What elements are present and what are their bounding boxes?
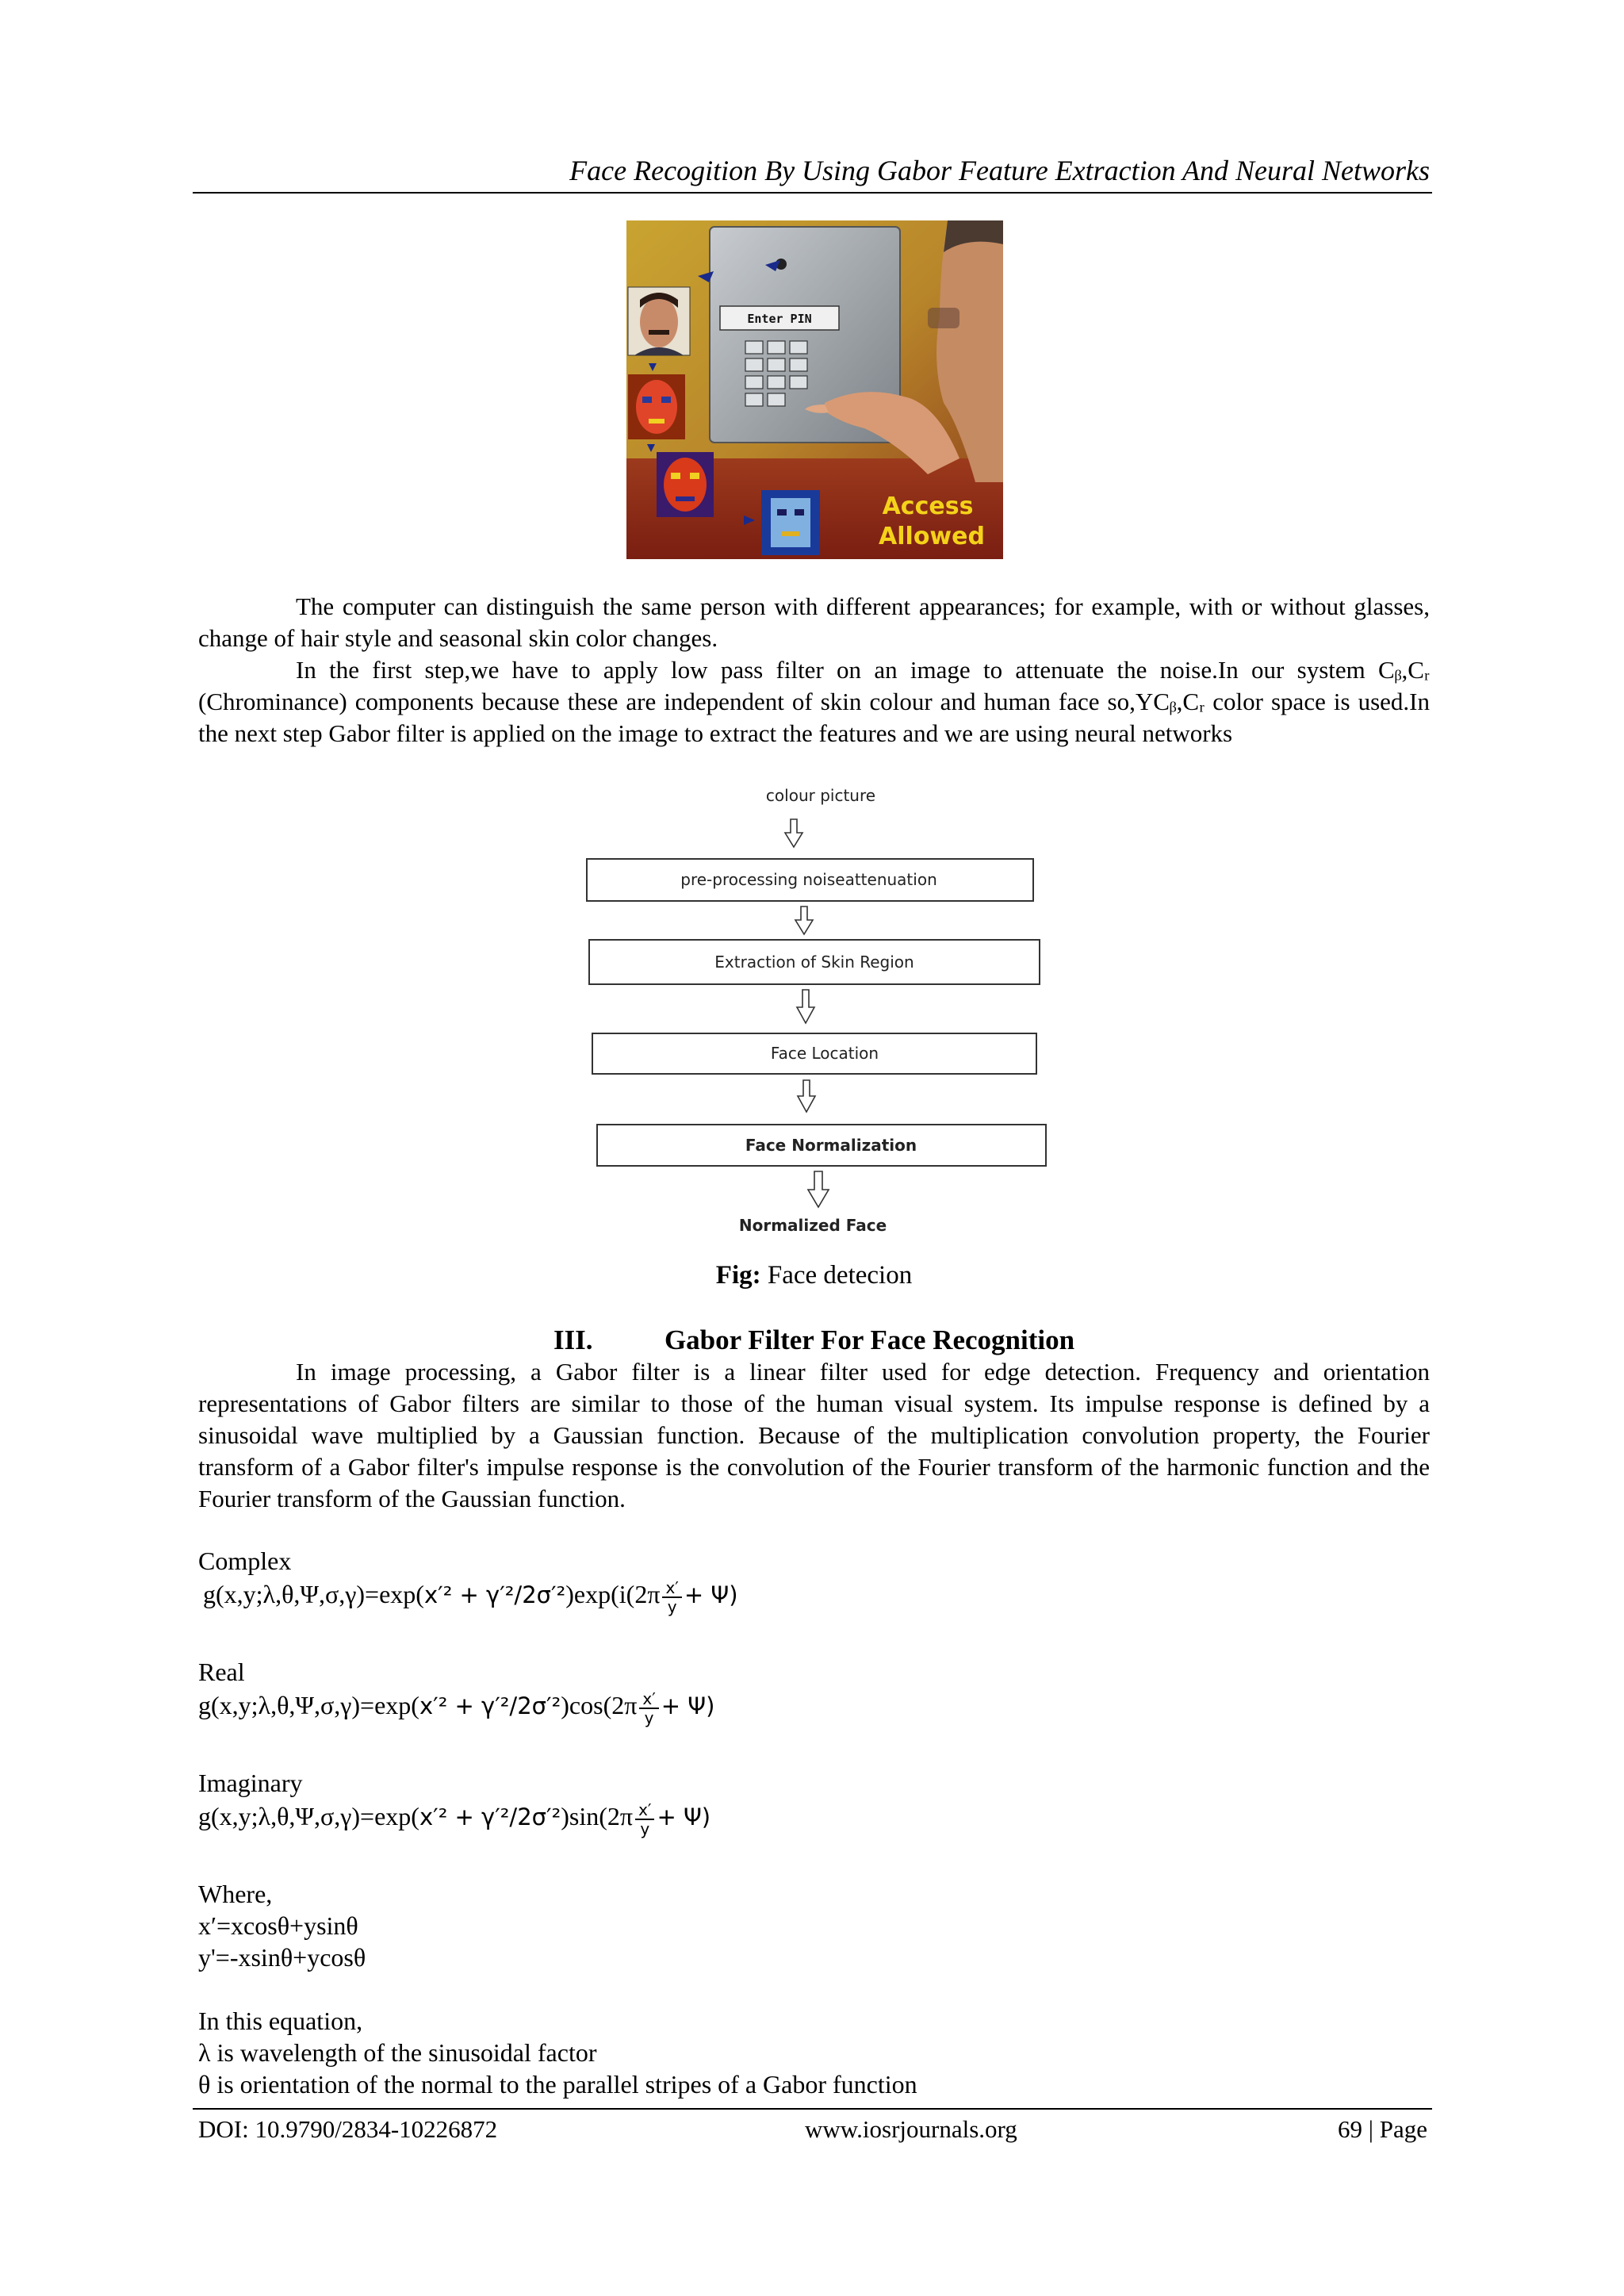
eq-real-mid: )cos(2π: [561, 1691, 638, 1719]
flow-arrow-2: [795, 907, 813, 934]
label-in-this-equation: In this equation,: [198, 2007, 363, 2035]
label-real: Real: [198, 1658, 245, 1686]
section-title: Gabor Filter For Face Recognition: [664, 1324, 1075, 1355]
footer-page-number: 69 | Page: [1338, 2115, 1427, 2143]
enter-pin-label: Enter PIN: [747, 312, 812, 326]
definition-x-prime: x′=xcosθ+ysinθ: [198, 1911, 358, 1940]
allowed-text: Allowed: [879, 523, 985, 550]
eq-imag-mid: )sin(2π: [561, 1802, 634, 1830]
paragraph-gabor: In image processing, a Gabor filter is a linear filter used for edge detection. Frequency and orientation representations of Gabor filters are similar to those of the human visual system. Its impulse response is defined by a sinusoidal wave multiplied by a Gaussian function. Because of the multiplication convolution property, the Fourier transform of a Gabor filter's impulse response is the convolution of the Fourier transform of the harmonic function and the Fourier transform of the Gaussian function.: [198, 1358, 1430, 1512]
reference-portrait: [628, 287, 690, 355]
figure-caption: [198, 1259, 1430, 1291]
access-text: Access: [882, 493, 974, 520]
flow-step-face-normalization: Face Normalization: [745, 1136, 917, 1155]
access-control-photo: [626, 220, 1003, 559]
definition-lambda: λ is wavelength of the sinusoidal factor: [198, 2038, 597, 2067]
paragraph-intro: The computer can distinguish the same person with different appearances; for example, with or without glasses, change of hair style and seasonal skin color changes.: [198, 592, 1430, 652]
footer-rule: [193, 2108, 1432, 2110]
eq-complex-tail: + Ψ): [684, 1581, 738, 1608]
equation-real: [198, 1689, 1430, 1727]
caption-text: Face detecion: [767, 1261, 913, 1290]
processed-face-2: [657, 452, 714, 517]
footer-website: www.iosrjournals.org: [805, 2115, 1017, 2143]
eq-real-fraction: [639, 1690, 658, 1727]
flow-step-colour-picture: colour picture: [765, 786, 876, 805]
eq-imag-tail: + Ψ): [657, 1803, 711, 1830]
running-head-title: Face Recogition By Using Gabor Feature Extraction And Neural Networks: [569, 155, 1430, 186]
label-where: Where,: [198, 1880, 273, 1908]
eq-imag-exp: x′² + γ′²/2σ′²: [419, 1803, 561, 1830]
eq-imag-fraction: [635, 1801, 654, 1838]
eq-real-tail: + Ψ): [661, 1692, 715, 1719]
frac-den: y: [644, 1708, 654, 1727]
eq-complex-mid: )exp⁡(i(2π: [565, 1580, 661, 1608]
label-imaginary: Imaginary: [198, 1769, 303, 1797]
processed-face-1: [628, 374, 685, 439]
frac-num: x′: [635, 1801, 654, 1820]
eq-real-exp: x′² + γ′²/2σ′²: [419, 1692, 561, 1719]
eq-complex-exp: x′² + γ′²/2σ′²: [423, 1581, 566, 1608]
flow-arrow-4: [798, 1080, 815, 1112]
processed-face-3: [761, 490, 820, 555]
flow-arrow-3: [797, 990, 814, 1023]
equation-complex: [203, 1578, 1434, 1616]
eq-imag-lhs: g(x,y;λ,θ,Ψ,σ,γ)=exp(: [198, 1802, 419, 1830]
header-rule: [193, 192, 1432, 194]
frac-den: y: [667, 1596, 677, 1616]
section-number: III.: [553, 1324, 593, 1355]
definition-y-prime: y'=-xsinθ+ycosθ: [198, 1943, 366, 1972]
frac-num: x′: [662, 1579, 681, 1598]
flow-arrow-5: [808, 1171, 829, 1207]
flow-step-normalized-face: Normalized Face: [738, 1216, 887, 1235]
flow-step-face-location: Face Location: [770, 1044, 879, 1063]
section-heading: [198, 1323, 1430, 1358]
paragraph-first-step: In the first step,we have to apply low pass filter on an image to attenuate the noise.In our system Cᵦ,Cᵣ (Chrominance) components because these are independent of skin colour and human face so,YCᵦ,Cᵣ color space is used.In the next step Gabor filter is applied on the image to extract the features and we are using neural networks: [198, 656, 1430, 747]
equation-imaginary: [198, 1800, 1430, 1838]
eq-complex-fraction: [662, 1579, 681, 1616]
flow-arrow-1: [785, 819, 802, 847]
definition-theta: θ is orientation of the normal to the parallel stripes of a Gabor function: [198, 2070, 917, 2099]
frac-den: y: [640, 1819, 650, 1838]
frac-num: x′: [639, 1690, 658, 1709]
flow-step-preprocessing: pre-processing noiseattenuation: [680, 870, 937, 889]
face-detection-flowchart: [555, 777, 1094, 1245]
caption-label: Fig:: [715, 1261, 761, 1290]
flow-step-skin-region: Extraction of Skin Region: [714, 953, 914, 972]
label-complex: Complex: [198, 1547, 292, 1575]
footer-doi: DOI: 10.9790/2834-10226872: [198, 2115, 498, 2143]
eq-real-lhs: g(x,y;λ,θ,Ψ,σ,γ)=exp(: [198, 1691, 419, 1719]
eq-complex-lhs: g(x,y;λ,θ,Ψ,σ,γ)=exp(: [203, 1580, 424, 1608]
